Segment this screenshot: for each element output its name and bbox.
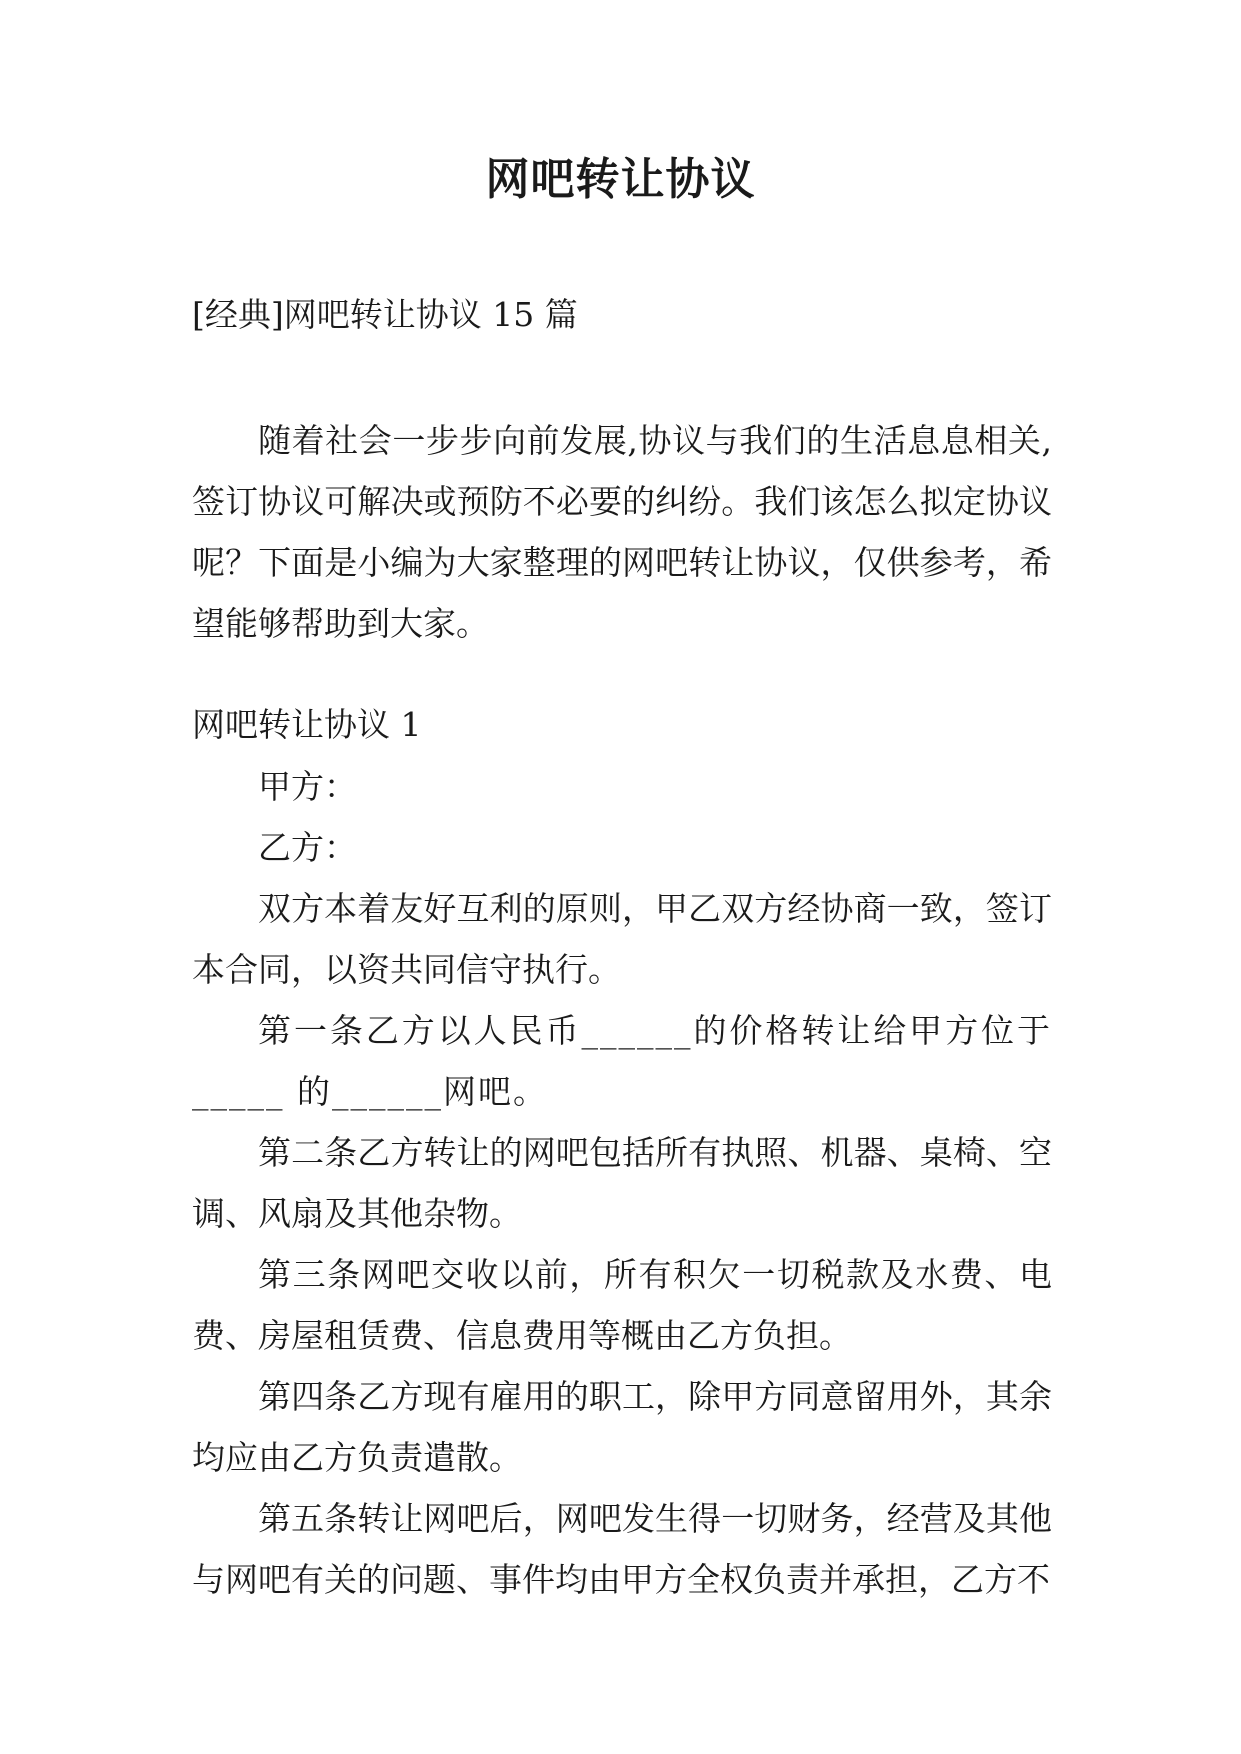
- agreement-body: [192, 756, 1052, 1610]
- article-5-paragraph: 第五条转让网吧后，网吧发生得一切财务，经营及其他与网吧有关的问题、事件均由甲方全权负责并承担，乙方不: [192, 1499, 1052, 1599]
- party-b-line: 乙方：: [258, 828, 357, 867]
- article-1-paragraph: 第一条乙方以人民币______的价格转让给甲方位于_____ 的______网吧。: [192, 1011, 1052, 1111]
- article-3-paragraph: 第三条网吧交收以前，所有积欠一切税款及水费、电费、房屋租赁费、信息费用等概由乙方负担。: [192, 1255, 1052, 1355]
- document-subtitle: [经典]网吧转让协议 15 篇: [192, 295, 578, 334]
- party-a-line: 甲方：: [258, 767, 357, 806]
- article-4-paragraph: 第四条乙方现有雇用的职工，除甲方同意留用外，其余均应由乙方负责遣散。: [192, 1377, 1052, 1477]
- document-title: 网吧转让协议: [485, 154, 756, 205]
- intro-paragraph: 随着社会一步步向前发展,协议与我们的生活息息相关,签订协议可解决或预防不必要的纠纷。我们该怎么拟定协议呢？下面是小编为大家整理的网吧转让协议，仅供参考，希望能够帮助到大家。: [192, 421, 1052, 643]
- article-2-paragraph: 第二条乙方转让的网吧包括所有执照、机器、桌椅、空调、风扇及其他杂物。: [192, 1133, 1052, 1233]
- section-title: 网吧转让协议 1: [192, 705, 422, 744]
- preamble-paragraph: 双方本着友好互利的原则，甲乙双方经协商一致，签订本合同，以资共同信守执行。: [192, 889, 1052, 989]
